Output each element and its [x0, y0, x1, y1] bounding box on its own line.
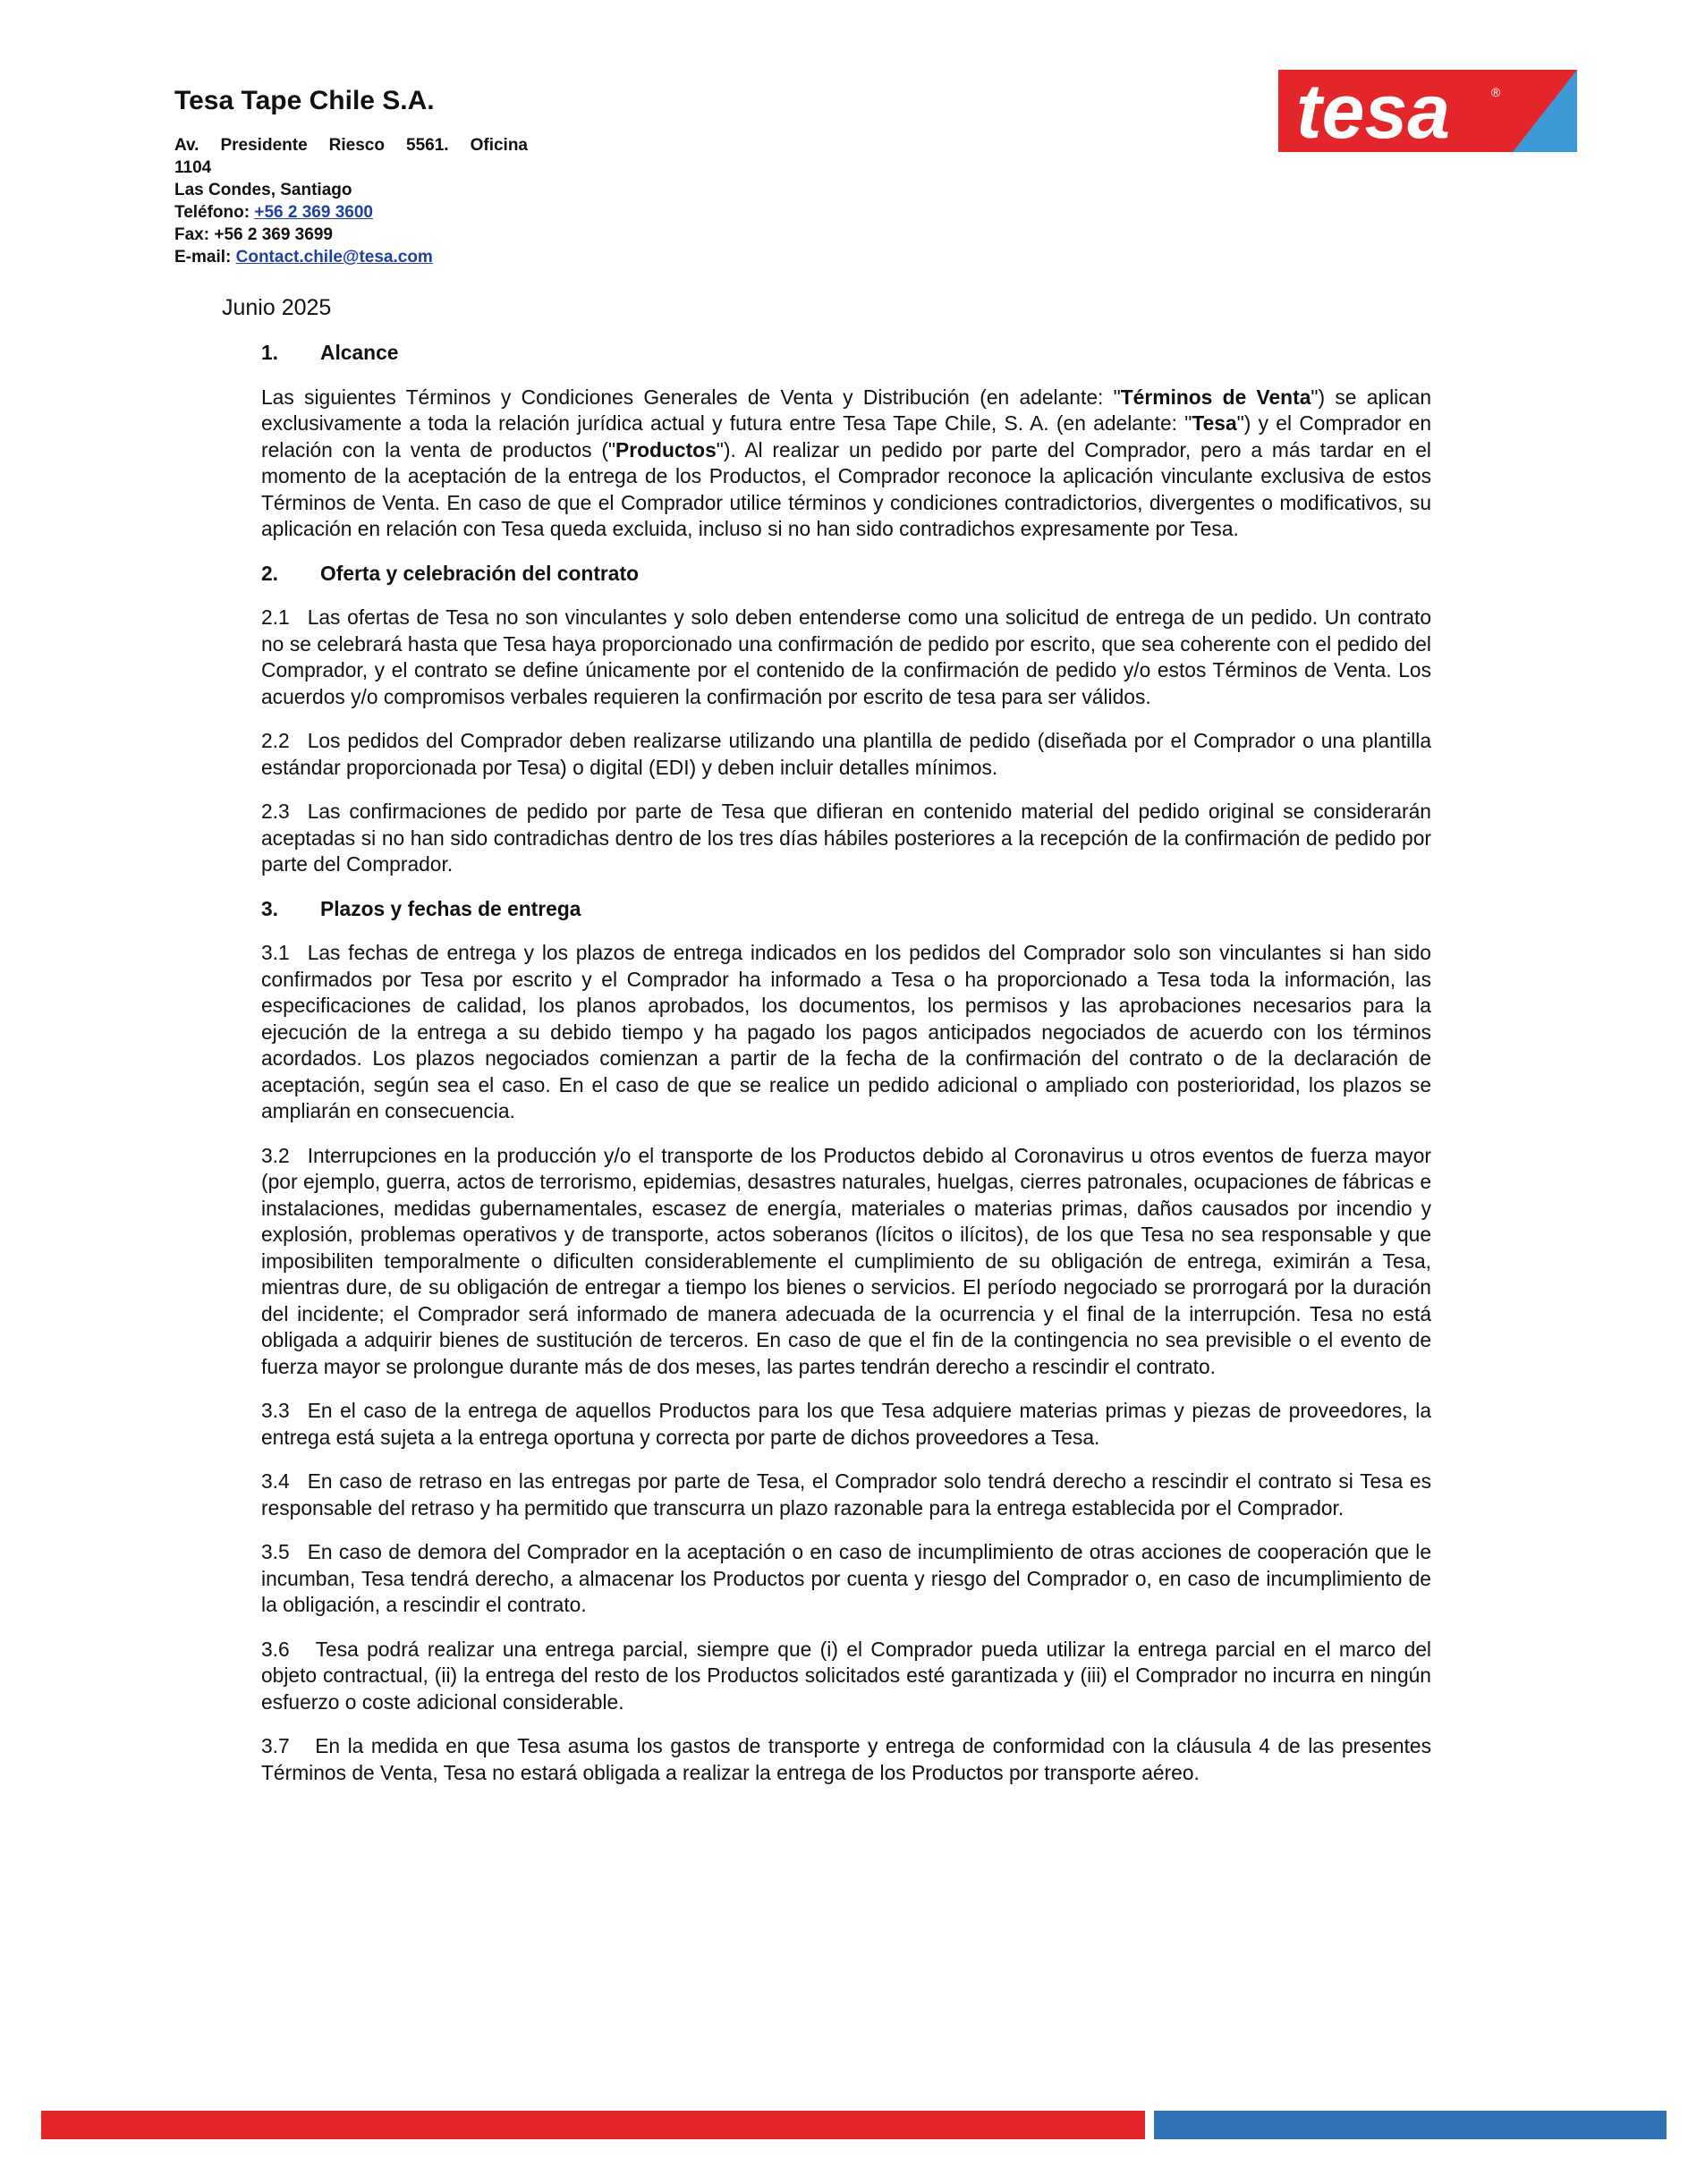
clause-paragraph: [261, 728, 1431, 781]
clause-text: En caso de retraso en las entregas por parte de Tesa, el Comprador solo tendrá derecho a rescindir el contrato si Tesa es responsable del retraso y ha permitido que transcurra un plazo razonable para la entrega establecida por el Comprador.: [261, 1469, 1431, 1519]
clause-paragraph: [261, 940, 1431, 1125]
section-number: 2.: [261, 561, 279, 585]
clause-text: Interrupciones en la producción y/o el transporte de los Productos debido al Coronavirus u otros eventos de fuerza mayor (por ejemplo, guerra, actos de terrorismo, epidemias, desastres naturales, huelgas, cierres patronales, ocupaciones de fábricas e instalaciones, medidas gubernamentales, escasez de energía, materiales o materias primas, daños causados por incendio y explosión, problemas operativos y de transporte, actos soberanos (lícitos o ilícitos), de los que Tesa no sea responsable y que imposibiliten temporalmente o dificulten considerablemente el cumplimiento de su obligación de entrega, eximirán a Tesa, mientras dure, de su obligación de entregar a tiempo los bienes o servicios. El período negociado se prorrogará por la duración del incidente; el Comprador será informado de manera adecuada de la ocurrencia y el final de la interrupción. Tesa no está obligada a adquirir bienes de sustitución de terceros. En caso de que el fin de la contingencia no sea previsible o el evento de fuerza mayor se prolongue durante más de dos meses, las partes tendrán derecho a rescindir el contrato.: [261, 1143, 1431, 1378]
email-line: [174, 246, 550, 268]
tesa-logo: [1278, 70, 1577, 152]
clause-number: 2.3: [261, 800, 290, 823]
clause-number: 3.4: [261, 1469, 290, 1493]
fax-line: Fax: +56 2 369 3699: [174, 225, 333, 244]
clause-number: 3.3: [261, 1399, 290, 1422]
defined-term: Tesa: [1192, 411, 1237, 435]
footer-blue-bar: [1154, 2111, 1667, 2139]
company-block: [174, 86, 550, 268]
clause-text: Tesa podrá realizar una entrega parcial, siempre que (i) el Comprador pueda utilizar la entrega parcial en el marco del objeto contractual, (ii) la entrega del resto de los Productos solicitados esté garantizada y (iii) el Comprador no incurra en ningún esfuerzo o coste adicional considerable.: [261, 1637, 1431, 1714]
text-run: ") se aplican exclusivamente a toda la relación jurídica actual y futura entre Tesa Tape Chile, S. A. (en adelante: ": [261, 385, 1432, 435]
clause-paragraph: [261, 1398, 1431, 1451]
text-run: Las siguientes Términos y Condiciones Generales de Venta y Distribución (en adelante: ": [261, 385, 1121, 409]
section-paragraph: [261, 385, 1431, 543]
clause-number: 3.5: [261, 1540, 290, 1563]
clause-text: En caso de demora del Comprador en la aceptación o en caso de incumplimiento de otras acciones de cooperación que le incumban, Tesa tendrá derecho, a almacenar los Productos por cuenta y riesgo del Comprador o, en caso de incumplimiento de la obligación, a rescindir el contrato.: [261, 1540, 1431, 1616]
clause-paragraph: [261, 1539, 1431, 1619]
section-number: 1.: [261, 341, 279, 364]
email-label: E-mail:: [174, 248, 236, 267]
clause-paragraph: [261, 1637, 1431, 1716]
phone-line: [174, 201, 550, 224]
defined-term: Productos: [615, 437, 717, 461]
phone-link[interactable]: +56 2 369 3600: [254, 203, 373, 222]
address-line: 1104: [174, 158, 212, 177]
section-title: Oferta y celebración del contrato: [320, 561, 639, 585]
text-run: "). Al realizar un pedido por parte del Comprador, pero a más tardar en el momento de la aceptación de la entrega de los Productos, el Comprador reconoce la aplicación vinculante exclusiva de estos Términos de Venta. En caso de que el Comprador utilice términos y condiciones contradictorios, divergentes o modificativos, su aplicación en relación con Tesa queda excluida, incluso si no han sido contradichos expresamente por Tesa.: [261, 437, 1431, 540]
clause-number: 3.6: [261, 1637, 290, 1661]
logo-registered-mark: ®: [1491, 85, 1501, 99]
clause-text: En el caso de la entrega de aquellos Productos para los que Tesa adquiere materias primas y piezas de proveedores, la entrega está sujeta a la entrega oportuna y correcta por parte de dichos proveedores a Tesa.: [261, 1399, 1431, 1449]
section-title: Plazos y fechas de entrega: [320, 896, 581, 920]
clause-number: 3.1: [261, 941, 290, 964]
clause-paragraph: [261, 1143, 1431, 1381]
city-line: Las Condes, Santiago: [174, 181, 352, 199]
logo-wordmark: tesa: [1296, 70, 1451, 152]
defined-term: Términos de Venta: [1120, 385, 1311, 409]
clause-paragraph: [261, 1733, 1431, 1786]
text-run: ") y el Comprador en relación con la venta de productos (": [261, 411, 1432, 461]
terms-content: [261, 340, 1431, 1804]
section-heading: [261, 340, 1431, 367]
company-name: Tesa Tape Chile S.A.: [174, 86, 435, 115]
section-heading: [261, 896, 1431, 923]
document-date: Junio 2025: [222, 295, 332, 320]
clause-paragraph: [261, 799, 1431, 878]
clause-text: Las fechas de entrega y los plazos de entrega indicados en los pedidos del Comprador solo son vinculantes si han sido confirmados por Tesa por escrito y el Comprador ha informado a Tesa o ha proporcionado a Tesa toda la información, las especificaciones de calidad, los planos aprobados, los documentos, los permisos y las aprobaciones necesarios para la ejecución de la entrega a su debido tiempo y ha pagado los pagos anticipados negociados de acuerdo con los términos acordados. Los plazos negociados comienzan a partir de la fecha de la confirmación del contrato o de la declaración de aceptación, según sea el caso. En el caso de que se realice un pedido adicional o ampliado con posterioridad, los plazos se ampliarán en consecuencia.: [261, 941, 1431, 1122]
footer-red-bar: [41, 2111, 1145, 2139]
section-number: 3.: [261, 896, 279, 920]
phone-label: Teléfono:: [174, 203, 255, 222]
clause-text: En la medida en que Tesa asuma los gastos de transporte y entrega de conformidad con la cláusula 4 de las presentes Términos de Venta, Tesa no estará obligada a realizar la entrega de los Productos por transporte aéreo.: [261, 1734, 1431, 1784]
clause-text: Las ofertas de Tesa no son vinculantes y solo deben entenderse como una solicitud de entrega de un pedido. Un contrato no se celebrará hasta que Tesa haya proporcionado una confirmación de pedido por escrito, que sea coherente con el pedido del Comprador, y el contrato se define únicamente por el contenido de la confirmación de pedido y/o estos Términos de Venta. Los acuerdos y/o compromisos verbales requieren la confirmación por escrito de tesa para ser válidos.: [261, 605, 1431, 708]
section-heading: [261, 561, 1431, 588]
clause-number: 2.1: [261, 605, 290, 629]
section-title: Alcance: [320, 341, 399, 364]
clause-number: 3.7: [261, 1734, 290, 1757]
clause-number: 3.2: [261, 1143, 290, 1167]
clause-paragraph: [261, 605, 1431, 710]
clause-paragraph: [261, 1469, 1431, 1521]
clause-text: Las confirmaciones de pedido por parte de Tesa que difieran en contenido material del pedido original se considerarán aceptadas si no han sido contradichas dentro de los tres días hábiles posteriores a la recepción de la confirmación de pedido por parte del Comprador.: [261, 800, 1431, 876]
address-line: Av. Presidente Riesco 5561. Oficina: [174, 136, 528, 155]
clause-number: 2.2: [261, 729, 290, 752]
email-link[interactable]: Contact.chile@tesa.com: [235, 248, 433, 267]
clause-text: Los pedidos del Comprador deben realizarse utilizando una plantilla de pedido (diseñada por el Comprador o una plantilla estándar proporcionada por Tesa) o digital (EDI) y deben incluir detalles mínimos.: [261, 729, 1431, 779]
